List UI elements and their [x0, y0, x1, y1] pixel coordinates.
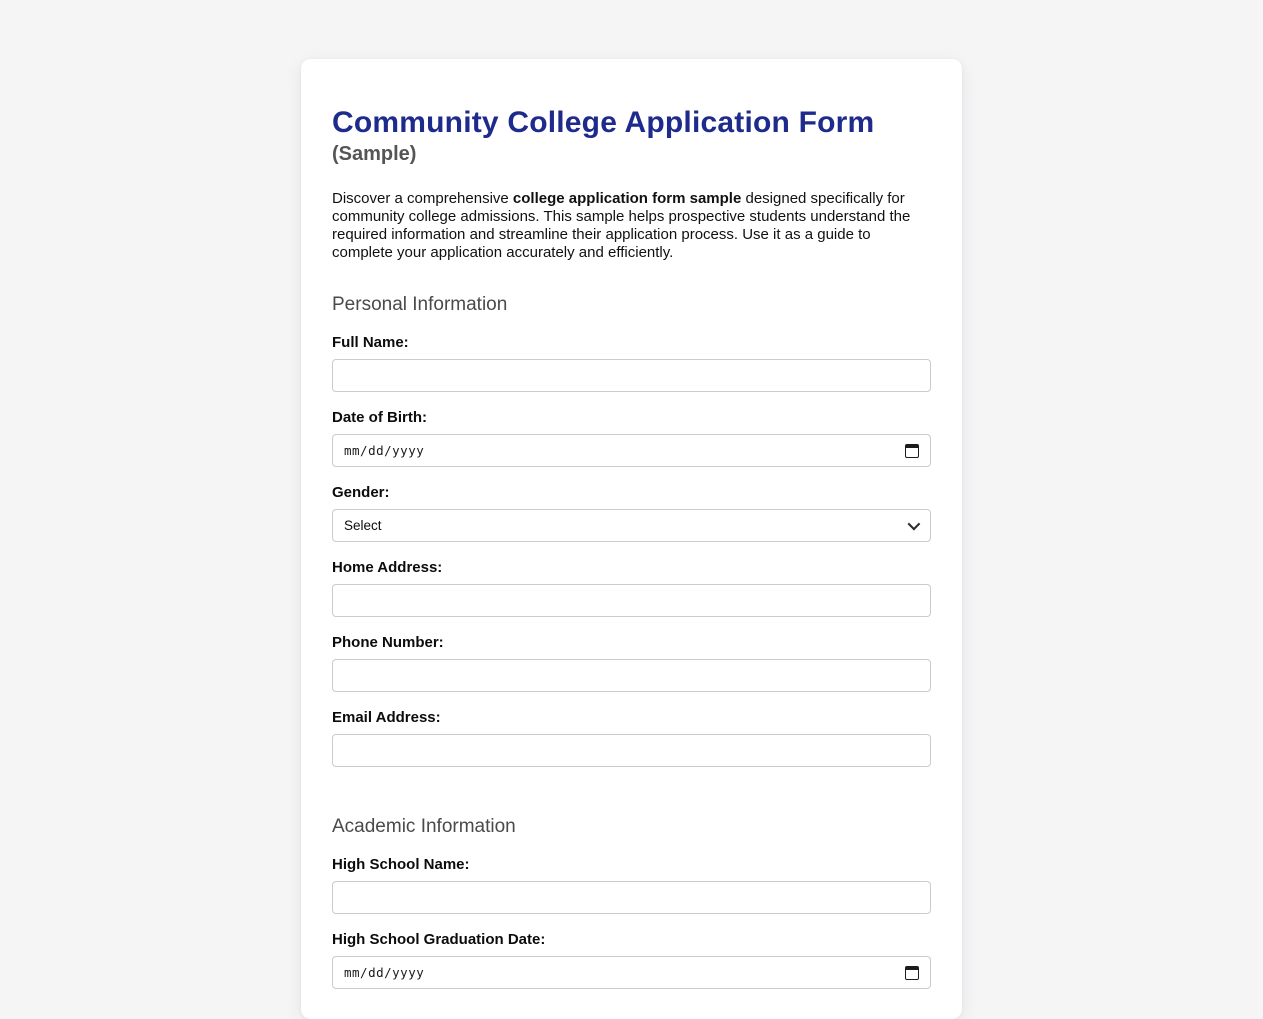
- date-placeholder: mm/dd/yyyy: [344, 443, 425, 458]
- email-address-input[interactable]: [332, 734, 931, 767]
- gender-label: Gender:: [332, 484, 390, 501]
- intro-text-before: Discover a comprehensive: [332, 190, 513, 207]
- email-address-label: Email Address:: [332, 709, 441, 726]
- phone-number-input[interactable]: [332, 659, 931, 692]
- intro-text-bold: college application form sample: [512, 190, 742, 207]
- gender-selected-option: Select: [344, 518, 382, 533]
- full-name-label: Full Name:: [332, 334, 409, 351]
- application-form-card: [301, 59, 962, 1019]
- chevron-down-icon: [908, 518, 921, 531]
- date-of-birth-input[interactable]: [332, 434, 931, 467]
- high-school-name-input[interactable]: [332, 881, 931, 914]
- date-of-birth-label: Date of Birth:: [332, 409, 427, 426]
- high-school-name-label: High School Name:: [332, 856, 470, 873]
- home-address-input[interactable]: [332, 584, 931, 617]
- section-heading-personal-information: Personal Information: [332, 294, 508, 315]
- intro-paragraph: [332, 190, 923, 262]
- date-placeholder: mm/dd/yyyy: [344, 965, 425, 980]
- high-school-graduation-date-label: High School Graduation Date:: [332, 931, 546, 948]
- page-title: Community College Application Form: [332, 106, 875, 139]
- home-address-label: Home Address:: [332, 559, 443, 576]
- phone-number-label: Phone Number:: [332, 634, 444, 651]
- high-school-graduation-date-input[interactable]: [332, 956, 931, 989]
- calendar-icon[interactable]: [905, 444, 919, 458]
- intro-text-after: designed specifically for community college admissions. This sample helps prospective students understand the required information and streamline their application process. Use it as a guide to complete your application accurately and efficiently.: [332, 190, 911, 261]
- gender-select[interactable]: [332, 509, 931, 542]
- calendar-icon[interactable]: [905, 966, 919, 980]
- section-heading-academic-information: Academic Information: [332, 816, 516, 837]
- full-name-input[interactable]: [332, 359, 931, 392]
- page-subtitle: (Sample): [332, 143, 417, 165]
